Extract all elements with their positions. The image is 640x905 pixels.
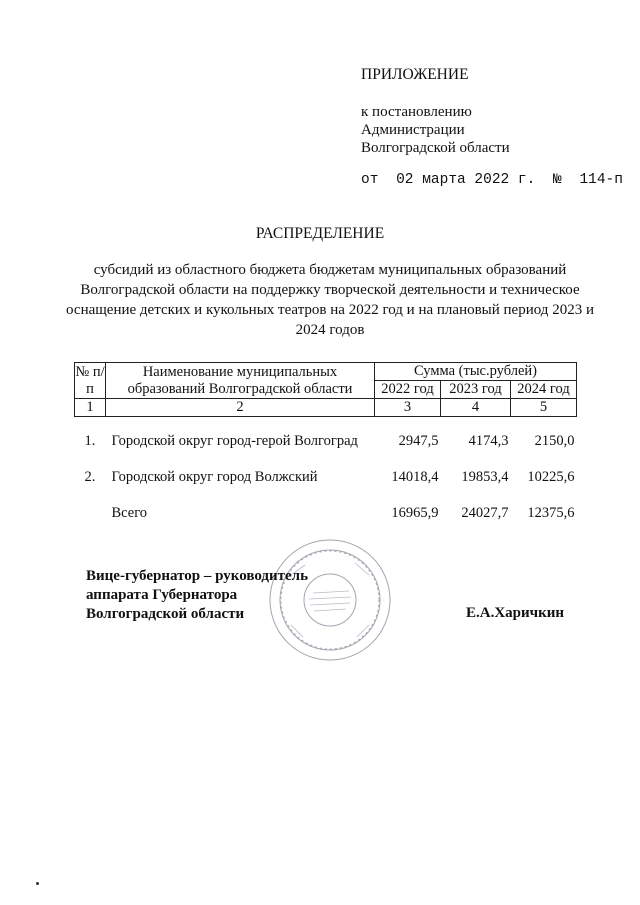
signer-name: Е.А.Харичкин bbox=[466, 605, 565, 621]
value-2023: 19853,4 bbox=[461, 468, 509, 485]
header-sum: Сумма (тыс.рублей) bbox=[375, 363, 577, 381]
scan-speck bbox=[36, 882, 39, 885]
signer-title-line: Вице-губернатор – руководитель bbox=[86, 568, 309, 584]
value-2022: 2947,5 bbox=[398, 432, 439, 449]
total-label: Всего bbox=[111, 504, 148, 521]
table-header-row bbox=[75, 363, 577, 381]
value-2024: 10225,6 bbox=[527, 468, 575, 485]
value-2022: 14018,4 bbox=[391, 468, 439, 485]
row-number bbox=[75, 495, 106, 531]
column-number: 1 bbox=[75, 399, 106, 417]
total-2023: 24027,7 bbox=[461, 504, 509, 521]
row-number: 1. bbox=[84, 432, 96, 449]
total-2022: 16965,9 bbox=[391, 504, 439, 521]
municipality-name: Городской округ город Волжский bbox=[111, 468, 318, 485]
column-number: 4 bbox=[441, 399, 511, 417]
total-2024: 12375,6 bbox=[527, 504, 575, 521]
municipality-name: Городской округ город-герой Волгоград bbox=[111, 432, 358, 449]
decree-date: 02 марта 2022 г. bbox=[396, 172, 536, 188]
column-number: 5 bbox=[511, 399, 577, 417]
header-year: 2022 год bbox=[375, 381, 441, 399]
table-row bbox=[75, 459, 577, 495]
value-2024: 2150,0 bbox=[534, 432, 575, 449]
decree-line bbox=[361, 172, 632, 188]
document-subtitle: субсидий из областного бюджета бюджетам муниципальных образований Волгоградской области на поддержку творческой деятельности и техническое оснащение детских и кукольных театров на 2022 год и на плановый период 2023 и 2024 годов bbox=[66, 262, 594, 338]
addressee-line: Волгоградской области bbox=[361, 140, 510, 156]
decree-number-sign: № bbox=[553, 172, 562, 188]
column-number: 2 bbox=[106, 399, 375, 417]
table-row bbox=[75, 417, 577, 460]
value-2023: 4174,3 bbox=[468, 432, 509, 449]
row-number: 2. bbox=[84, 468, 96, 485]
signer-title-line: аппарата Губернатора bbox=[86, 587, 238, 603]
column-number-row bbox=[75, 399, 577, 417]
decree-prefix: от bbox=[361, 172, 379, 188]
signer-title-line: Волгоградской области bbox=[86, 606, 245, 622]
appendix-title: ПРИЛОЖЕНИЕ bbox=[361, 66, 469, 83]
addressee-line: Администрации bbox=[361, 122, 465, 138]
header-name: Наименование муниципальных образований Волгоградской области bbox=[106, 363, 375, 399]
header-number: № п/п bbox=[75, 363, 105, 397]
decree-number: 114-п bbox=[579, 172, 623, 188]
header-year: 2023 год bbox=[441, 381, 511, 399]
distribution-table bbox=[74, 362, 577, 531]
header-year: 2024 год bbox=[511, 381, 577, 399]
signer-title bbox=[86, 567, 308, 624]
column-number: 3 bbox=[375, 399, 441, 417]
table-total-row bbox=[75, 495, 577, 531]
addressee-line: к постановлению bbox=[361, 104, 472, 120]
document-title: РАСПРЕДЕЛЕНИЕ bbox=[255, 225, 385, 242]
